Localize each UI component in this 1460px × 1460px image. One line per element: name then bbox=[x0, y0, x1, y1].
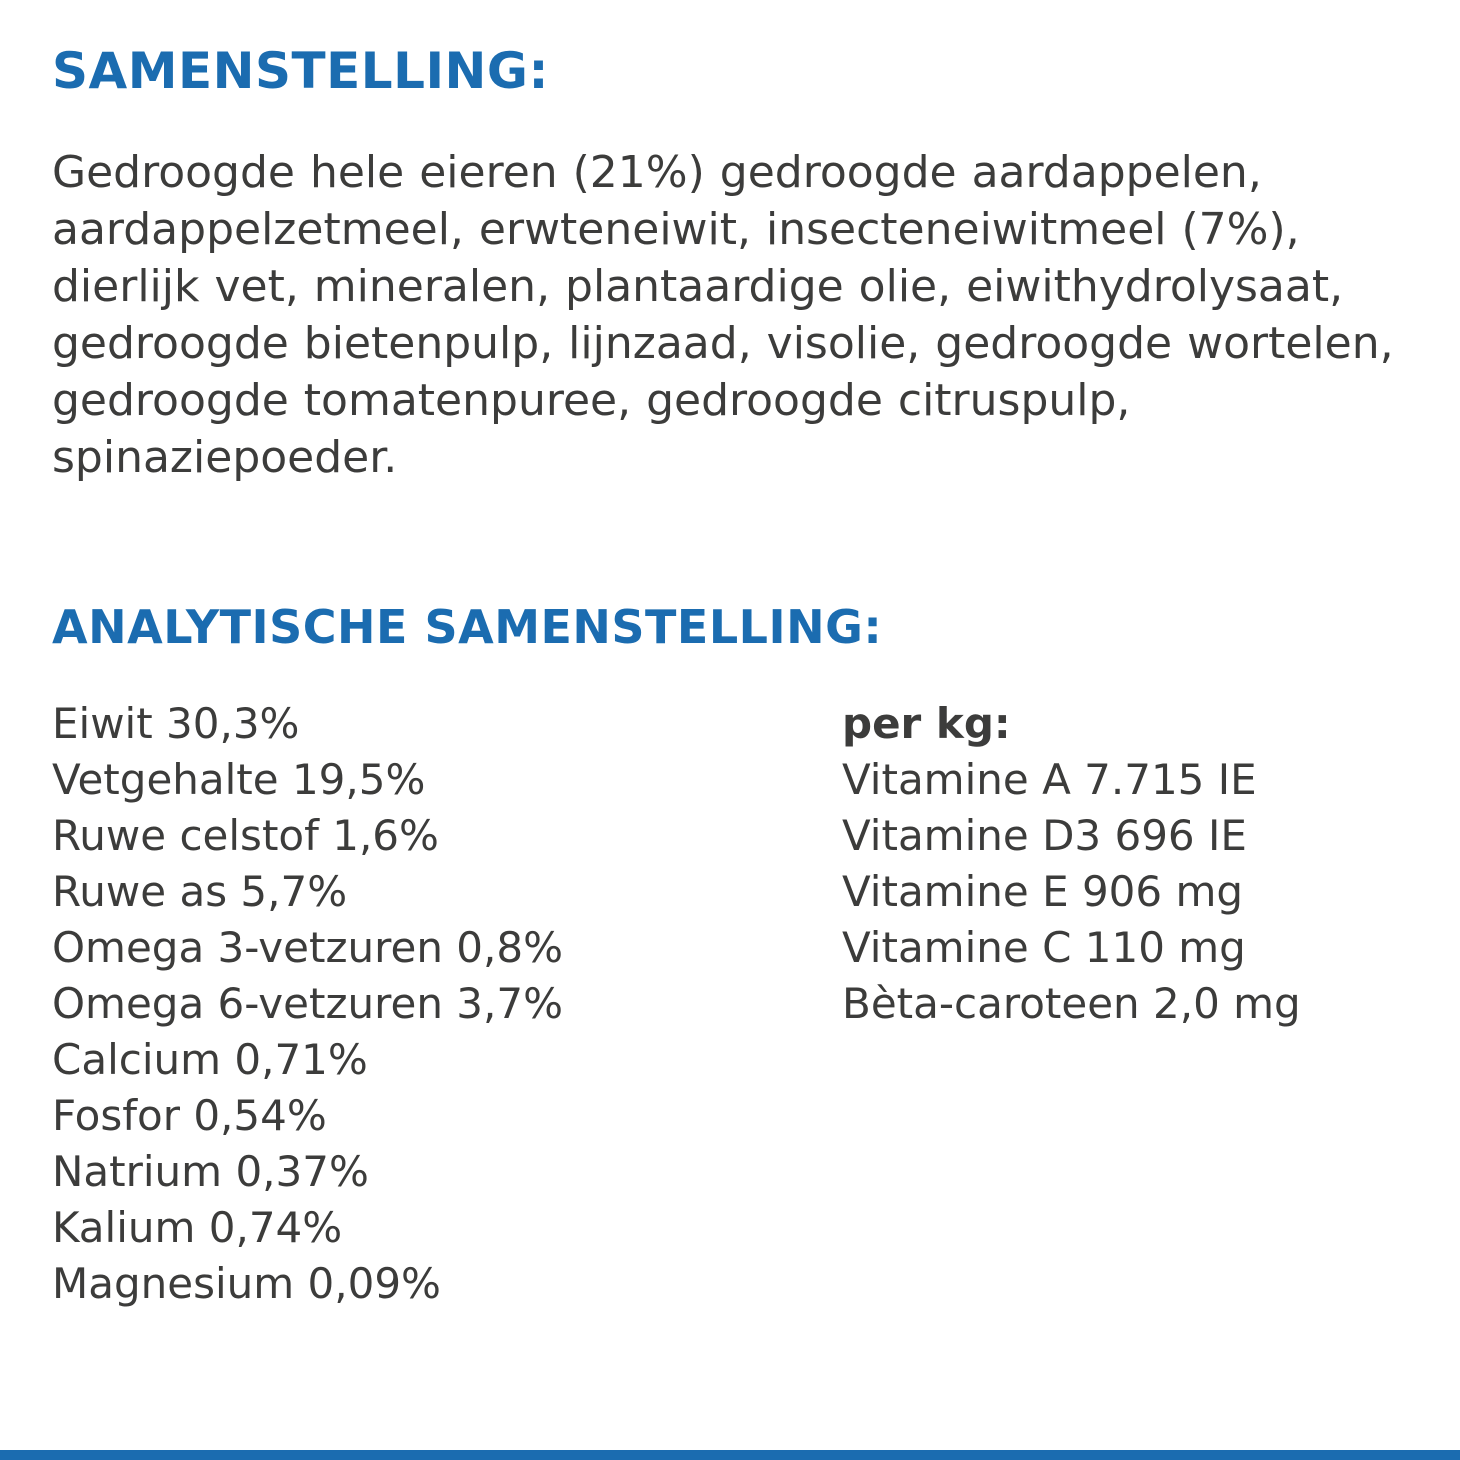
nutrient-list-right bbox=[842, 696, 1442, 1032]
list-item: Kalium 0,74% bbox=[52, 1203, 343, 1252]
list-item: Vitamine A 7.715 IE bbox=[842, 755, 1257, 804]
bottom-divider bbox=[0, 1450, 1460, 1460]
list-item: Ruwe celstof 1,6% bbox=[52, 811, 439, 860]
analytical-composition-section bbox=[52, 600, 1442, 1312]
list-item: Magnesium 0,09% bbox=[52, 1259, 441, 1308]
list-item: Vitamine C 110 mg bbox=[842, 923, 1246, 972]
analysis-columns bbox=[52, 696, 1442, 1312]
list-item: Omega 3-vetzuren 0,8% bbox=[52, 923, 563, 972]
composition-section bbox=[52, 42, 1432, 530]
list-item: Natrium 0,37% bbox=[52, 1147, 369, 1196]
list-item: Ruwe as 5,7% bbox=[52, 867, 348, 916]
composition-heading: SAMENSTELLING: bbox=[52, 42, 549, 100]
list-item: Vitamine D3 696 IE bbox=[842, 811, 1247, 860]
list-item: Calcium 0,71% bbox=[52, 1035, 368, 1084]
list-item: Vitamine E 906 mg bbox=[842, 867, 1244, 916]
per-kg-label: per kg: bbox=[842, 699, 1011, 748]
list-item: Bèta-caroteen 2,0 mg bbox=[842, 979, 1301, 1028]
nutrient-list-left bbox=[52, 696, 842, 1312]
list-item: Omega 6-vetzuren 3,7% bbox=[52, 979, 563, 1028]
list-item: Eiwit 30,3% bbox=[52, 699, 300, 748]
composition-ingredients-text: Gedroogde hele eieren (21%) gedroogde aardappelen, aardappelzetmeel, erwteneiwit, insecteneiwitmeel (7%), dierlijk vet, mineralen, plantaardige olie, eiwithydrolysaat, gedroogde bietenpulp, lijnzaad, visolie, gedroogde wortelen, gedroogde tomatenpuree, gedroogde citruspulp, spinaziepoeder. bbox=[52, 147, 1394, 483]
list-item: Vetgehalte 19,5% bbox=[52, 755, 426, 804]
list-item: Fosfor 0,54% bbox=[52, 1091, 327, 1140]
analytical-composition-heading: ANALYTISCHE SAMENSTELLING: bbox=[52, 600, 883, 654]
